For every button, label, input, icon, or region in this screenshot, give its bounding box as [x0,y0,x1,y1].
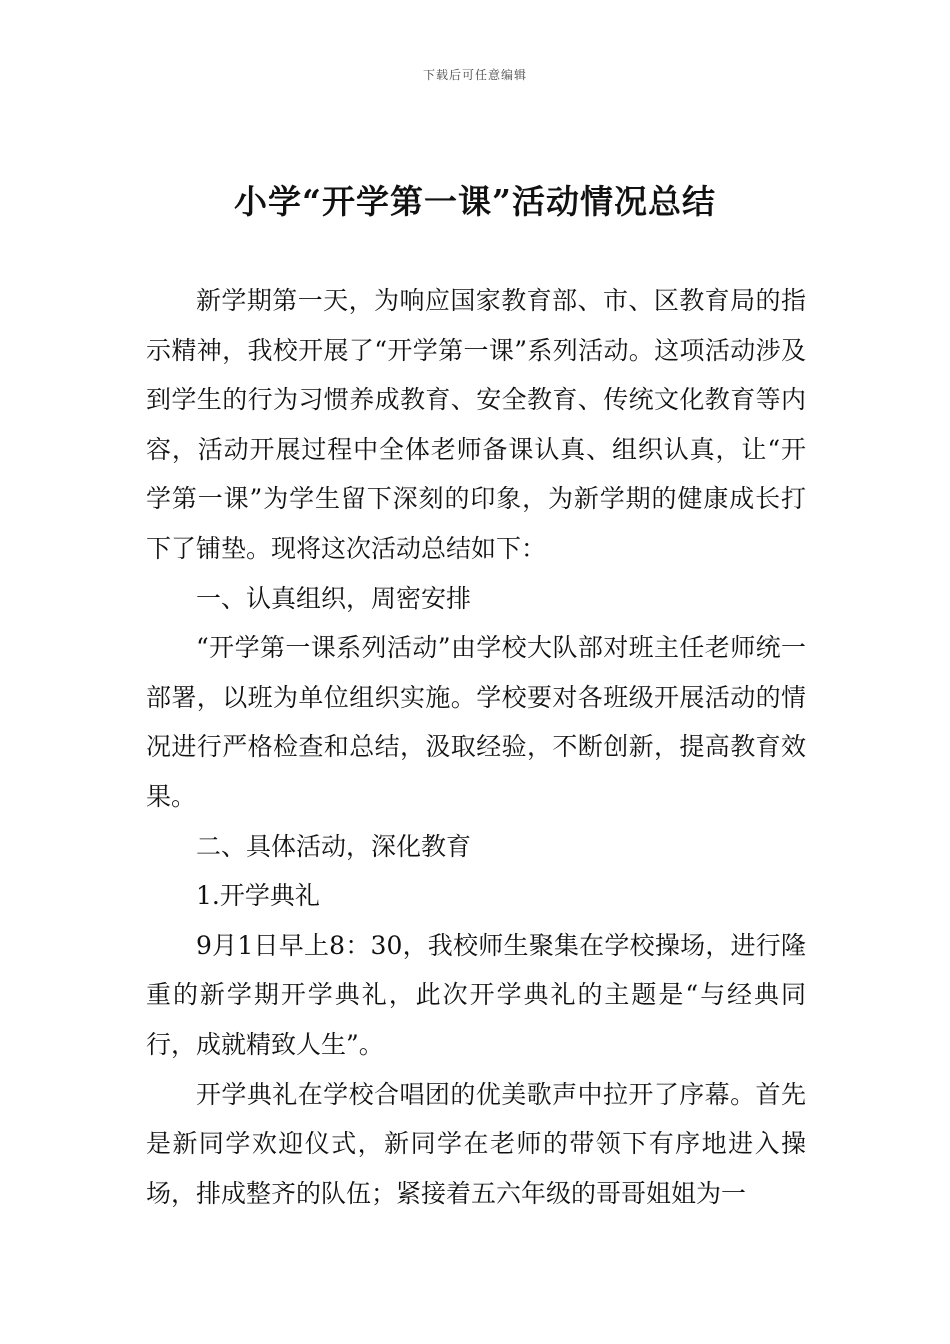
paragraph-section-1: “开学第一课系列活动”由学校大队部对班主任老师统一部署，以班为单位组织实施。学校要对各班级开展活动的情况进行严格检查和总结，汲取经验，不断创新，提高教育效果。 [146,633,806,811]
header-note: 下载后可任意编辑 [422,68,527,82]
paragraph-ceremony-date: 9月1日早上8：30，我校师生聚集在学校操场，进行隆重的新学期开学典礼，此次开学典礼的主题是“与经典同行，成就精致人生”。 [146,930,806,1059]
document-body [146,276,806,1218]
section-heading-2: 二、具体活动，深化教育 [196,831,472,861]
document-title: 小学“开学第一课”活动情况总结 [234,182,716,221]
section-heading-1: 一、认真组织，周密安排 [196,583,472,613]
paragraph-intro: 新学期第一天，为响应国家教育部、市、区教育局的指示精神，我校开展了“开学第一课”系列活动。这项活动涉及到学生的行为习惯养成教育、安全教育、传统文化教育等内容，活动开展过程中全体老师备课认真、组织认真，让“开学第一课”为学生留下深刻的印象，为新学期的健康成长打下了铺垫。现将这次活动总结如下： [146,286,806,563]
subsection-heading-1: 1.开学典礼 [196,881,320,911]
paragraph-ceremony-opening: 开学典礼在学校合唱团的优美歌声中拉开了序幕。首先是新同学欢迎仪式，新同学在老师的带领下有序地进入操场，排成整齐的队伍；紧接着五六年级的哥哥姐姐为一 [146,1079,806,1208]
